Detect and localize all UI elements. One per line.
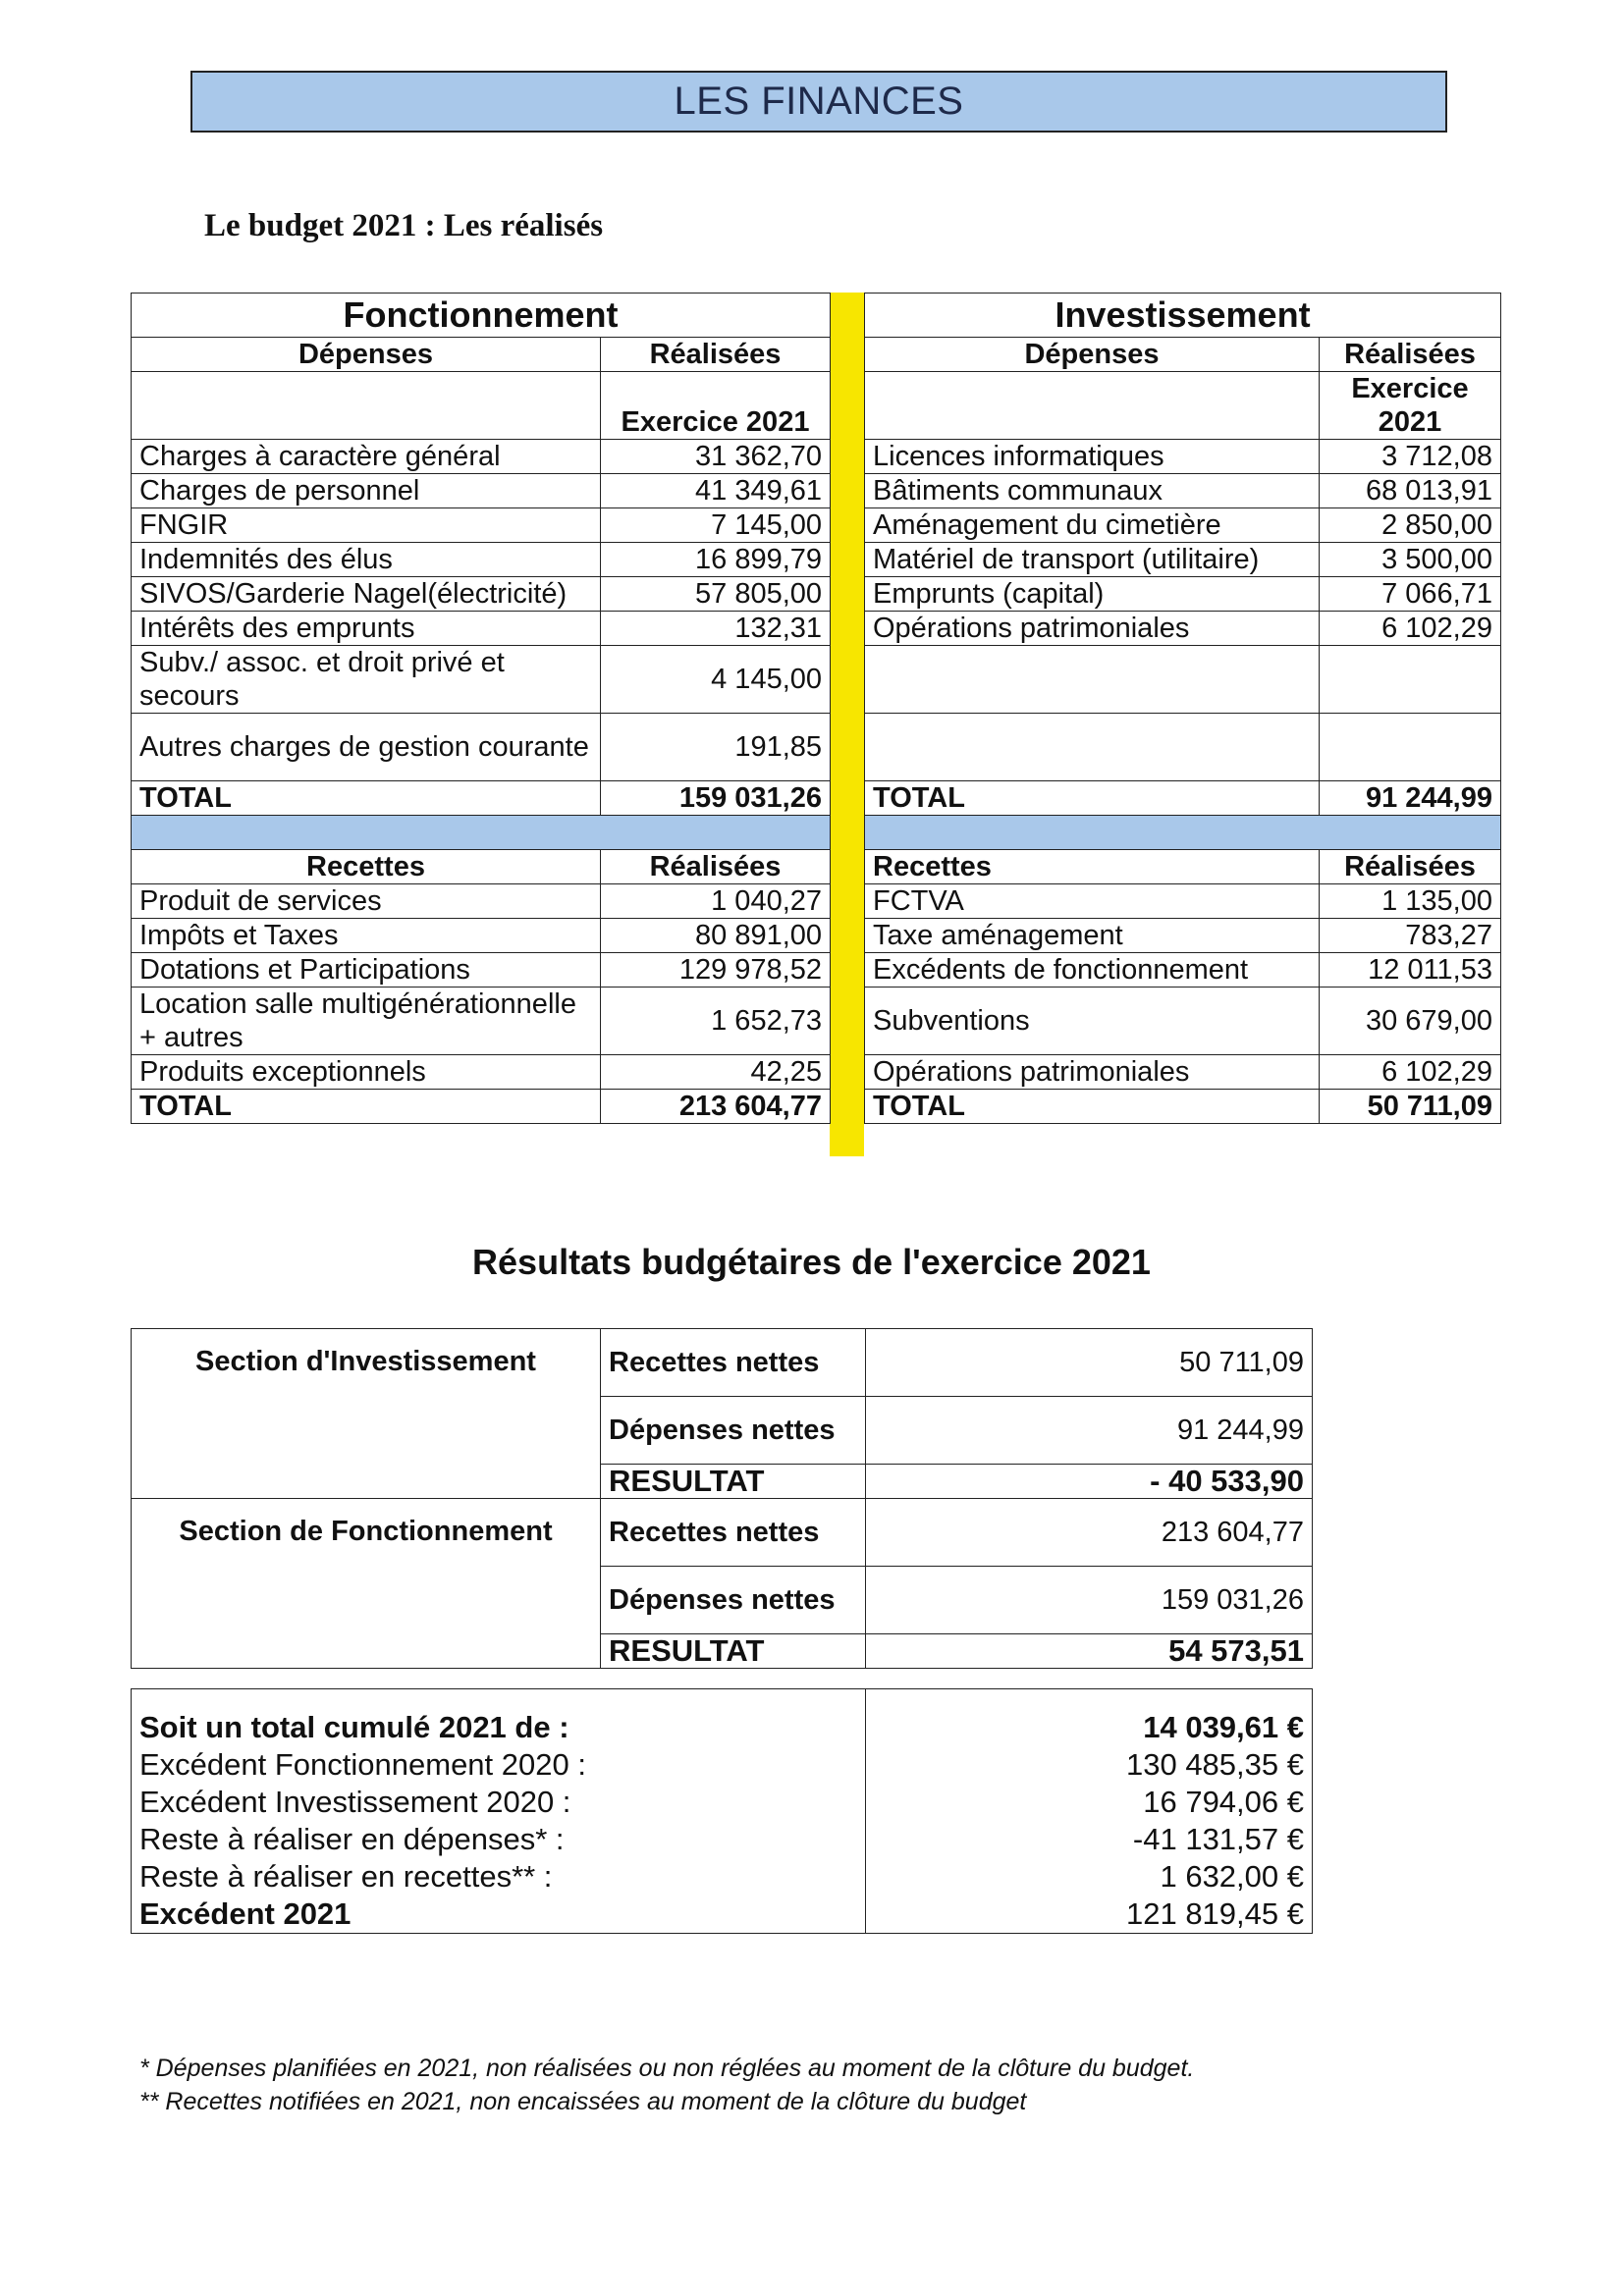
recettes-header: Recettes <box>132 850 601 884</box>
resultats-title: Résultats budgétaires de l'exercice 2021 <box>472 1242 1151 1282</box>
investissement-table <box>864 293 1501 1124</box>
resultats-table <box>131 1328 1313 1669</box>
table-row: Excédents de fonctionnement 12 011,53 <box>865 953 1501 988</box>
table-row: Opérations patrimoniales 6 102,29 <box>865 612 1501 646</box>
page-banner <box>190 71 1447 133</box>
section-investissement-label: Section d'Investissement <box>132 1329 601 1499</box>
depenses-header: Dépenses <box>132 338 601 372</box>
realisees-header: Réalisées <box>1320 850 1501 884</box>
table-row: Charges de personnel 41 349,61 <box>132 474 831 508</box>
footnotes <box>139 2052 1194 2118</box>
table-row: Section d'Investissement Recettes nettes 50 711,09 <box>132 1329 1313 1397</box>
table-row: Section de Fonctionnement Recettes nettes 213 604,77 <box>132 1499 1313 1567</box>
table-row: Excédent 2021 121 819,45 € <box>132 1896 1313 1934</box>
table-row: Licences informatiques 3 712,08 <box>865 440 1501 474</box>
total-row: TOTAL 213 604,77 <box>132 1090 831 1124</box>
table-row: FNGIR 7 145,00 <box>132 508 831 543</box>
table-row: RESULTAT 54 573,51 <box>132 1634 1313 1669</box>
cumul-table <box>131 1688 1313 1934</box>
table-row: FCTVA 1 135,00 <box>865 884 1501 919</box>
table-row: Produits exceptionnels 42,25 <box>132 1055 831 1090</box>
section-fonctionnement-label: Section de Fonctionnement <box>132 1499 601 1669</box>
realisees-header: Réalisées <box>1320 338 1501 372</box>
total-row: TOTAL 159 031,26 <box>132 781 831 816</box>
total-row: TOTAL 91 244,99 <box>865 781 1501 816</box>
fonctionnement-title: Fonctionnement <box>132 294 831 338</box>
exercice-label: Exercice 2021 <box>601 372 831 440</box>
table-row: Bâtiments communaux 68 013,91 <box>865 474 1501 508</box>
table-row: Opérations patrimoniales 6 102,29 <box>865 1055 1501 1090</box>
realisees-header: Réalisées <box>601 338 831 372</box>
table-row: Produit de services 1 040,27 <box>132 884 831 919</box>
table-row: Indemnités des élus 16 899,79 <box>132 543 831 577</box>
separator-bar <box>132 816 831 850</box>
table-row: Autres charges de gestion courante 191,85 <box>132 714 831 781</box>
table-row: Subventions 30 679,00 <box>865 988 1501 1055</box>
table-row: Dépenses nettes 159 031,26 <box>132 1567 1313 1634</box>
recettes-header: Recettes <box>865 850 1320 884</box>
table-row: Dotations et Participations 129 978,52 <box>132 953 831 988</box>
fonctionnement-table <box>131 293 831 1124</box>
total-row: TOTAL 50 711,09 <box>865 1090 1501 1124</box>
table-row: Emprunts (capital) 7 066,71 <box>865 577 1501 612</box>
table-row: Matériel de transport (utilitaire) 3 500,00 <box>865 543 1501 577</box>
footnote-recettes: ** Recettes notifiées en 2021, non encaissées au moment de la clôture du budget <box>139 2088 1027 2115</box>
table-row: Excédent Fonctionnement 2020 : 130 485,35 € <box>132 1746 1313 1784</box>
exercice-label: Exercice 2021 <box>1320 372 1501 440</box>
table-row: Soit un total cumulé 2021 de : 14 039,61 € <box>132 1689 1313 1747</box>
realisees-header: Réalisées <box>601 850 831 884</box>
table-row: RESULTAT - 40 533,90 <box>132 1465 1313 1499</box>
column-separator <box>830 293 864 1156</box>
table-row: Dépenses nettes 91 244,99 <box>132 1397 1313 1465</box>
depenses-header: Dépenses <box>865 338 1320 372</box>
banner-title: LES FINANCES <box>674 80 964 123</box>
investissement-title: Investissement <box>865 294 1501 338</box>
table-row: Location salle multigénérationnelle + autres 1 652,73 <box>132 988 831 1055</box>
footnote-depenses: * Dépenses planifiées en 2021, non réalisées ou non réglées au moment de la clôture du budget. <box>139 2055 1195 2082</box>
table-row: Intérêts des emprunts 132,31 <box>132 612 831 646</box>
page-subtitle: Le budget 2021 : Les réalisés <box>204 208 604 243</box>
table-row <box>865 714 1501 781</box>
table-row: SIVOS/Garderie Nagel(électricité) 57 805,00 <box>132 577 831 612</box>
table-row: Impôts et Taxes 80 891,00 <box>132 919 831 953</box>
table-row: Subv./ assoc. et droit privé et secours 4 145,00 <box>132 646 831 714</box>
table-row: Reste à réaliser en dépenses* : -41 131,57 € <box>132 1821 1313 1858</box>
separator-bar <box>865 816 1501 850</box>
table-row: Aménagement du cimetière 2 850,00 <box>865 508 1501 543</box>
table-row <box>865 646 1501 714</box>
table-row: Excédent Investissement 2020 : 16 794,06 € <box>132 1784 1313 1821</box>
table-row: Reste à réaliser en recettes** : 1 632,00 € <box>132 1858 1313 1896</box>
table-row: Taxe aménagement 783,27 <box>865 919 1501 953</box>
table-row: Charges à caractère général 31 362,70 <box>132 440 831 474</box>
